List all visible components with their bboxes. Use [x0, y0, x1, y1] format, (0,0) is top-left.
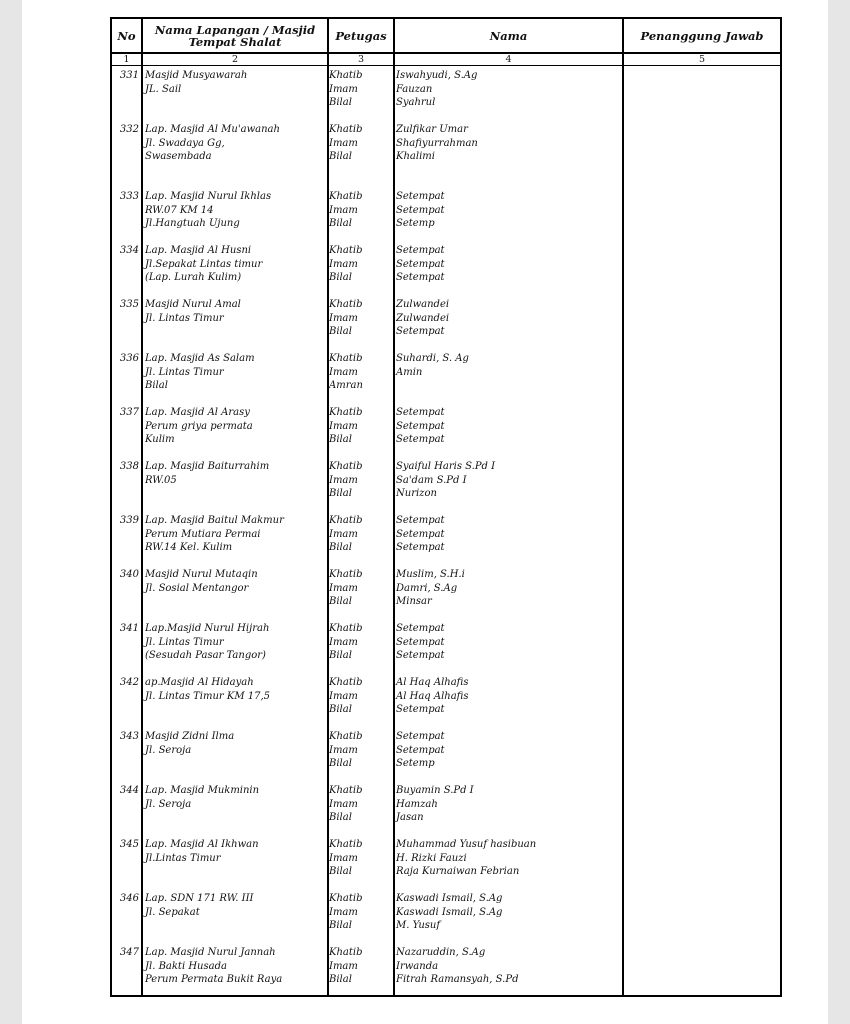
place-line: RW.07 KM 14	[145, 204, 214, 216]
role-cell	[329, 244, 389, 285]
row-number: 345	[119, 839, 139, 850]
row-number: 341	[119, 623, 139, 634]
place-line: Lap. Masjid Nurul Ikhlas	[145, 191, 272, 202]
name-line: Syaiful Haris S.Pd I	[396, 461, 496, 472]
place-line: JL. Sail	[145, 83, 182, 95]
name-line: Iswahyudi, S.Ag	[396, 70, 478, 81]
place-line: Lap. Masjid Baitul Makmur	[145, 515, 284, 526]
name-line: Setemp	[396, 218, 435, 229]
name-line: Setempat	[396, 731, 445, 742]
name-line: Setempat	[396, 407, 445, 418]
col-number: 1	[123, 54, 130, 65]
place-line: Lap. Masjid Baiturrahim	[145, 461, 270, 472]
place-line: Lap.Masjid Nurul Hijrah	[145, 623, 270, 634]
role-line: Imam	[329, 798, 358, 810]
role-line: Imam	[329, 636, 358, 648]
place-cell	[145, 676, 325, 703]
role-line: Bilal	[329, 542, 352, 553]
name-line: Setempat	[396, 528, 445, 540]
place-line: Jl. Bakti Husada	[145, 960, 227, 972]
place-line: Perum Permata Bukit Raya	[145, 974, 283, 985]
place-line: Jl. Seroja	[145, 798, 192, 810]
role-cell	[329, 298, 389, 339]
row-number: 343	[119, 731, 139, 742]
role-cell	[329, 784, 389, 825]
name-line: Setempat	[396, 204, 445, 216]
role-line: Imam	[329, 528, 358, 540]
row-number: 344	[119, 785, 139, 796]
schedule-table	[110, 17, 782, 997]
role-line: Khatib	[329, 839, 363, 850]
role-line: Khatib	[329, 677, 363, 688]
place-cell	[145, 69, 325, 96]
role-line: Bilal	[329, 97, 352, 108]
place-cell	[145, 406, 325, 447]
role-line: Imam	[329, 204, 358, 216]
role-line: Khatib	[329, 515, 363, 526]
role-line: Khatib	[329, 461, 363, 472]
place-line: Lap. Masjid As Salam	[145, 353, 255, 364]
place-line: Lap. Masjid Al Ikhwan	[145, 839, 259, 850]
name-line: Nurizon	[396, 488, 437, 499]
role-line: Bilal	[329, 812, 352, 823]
role-line: Imam	[329, 906, 358, 918]
role-line: Bilal	[329, 151, 352, 162]
place-line: Masjid Zidni Ilma	[145, 731, 235, 742]
role-line: Bilal	[329, 434, 352, 445]
name-line: Setempat	[396, 191, 445, 202]
place-line: Jl.Sepakat Lintas timur	[145, 258, 263, 270]
role-line: Bilal	[329, 326, 352, 337]
place-line: Lap. Masjid Mukminin	[145, 785, 260, 796]
role-line: Imam	[329, 366, 358, 378]
role-line: Bilal	[329, 650, 352, 661]
name-line: Raja Kurnaiwan Febrian	[396, 866, 520, 877]
role-cell	[329, 622, 389, 663]
name-cell	[396, 622, 616, 663]
col-number: 4	[505, 54, 512, 65]
role-cell	[329, 406, 389, 447]
name-line: H. Rizki Fauzi	[396, 852, 467, 864]
name-line: Setempat	[396, 258, 445, 270]
name-cell	[396, 406, 616, 447]
place-line: Jl. Lintas Timur	[145, 636, 224, 648]
row-number: 338	[119, 461, 139, 472]
place-cell	[145, 190, 325, 231]
col-number: 5	[698, 54, 706, 65]
name-cell	[396, 514, 616, 555]
role-line: Khatib	[329, 299, 363, 310]
name-line: Damri, S.Ag	[396, 582, 458, 594]
name-line: Zulwandei	[396, 299, 450, 310]
place-line: Jl. Swadaya Gg,	[145, 137, 225, 149]
role-line: Khatib	[329, 353, 363, 364]
place-line: Swasembada	[145, 151, 212, 162]
place-line: Jl.Hangtuah Ujung	[145, 218, 240, 229]
name-cell	[396, 568, 616, 609]
place-cell	[145, 460, 325, 487]
name-cell	[396, 460, 616, 501]
place-line: RW.14 Kel. Kulim	[145, 542, 233, 553]
name-line: Muhammad Yusuf hasibuan	[396, 839, 537, 850]
name-cell	[396, 123, 616, 164]
name-line: Shafiyurrahman	[396, 137, 478, 149]
row-number: 342	[119, 677, 139, 688]
role-line: Amran	[329, 380, 363, 391]
name-line: Minsar	[396, 596, 432, 607]
role-line: Imam	[329, 312, 358, 324]
place-line: Masjid Nurul Amal	[145, 299, 241, 310]
name-line: Fitrah Ramansyah, S.Pd	[396, 974, 519, 985]
place-line: Masjid Musyawarah	[145, 70, 248, 81]
name-line: Setempat	[396, 434, 445, 445]
place-line: Lap. Masjid Al Arasy	[145, 407, 250, 418]
name-line: Setempat	[396, 704, 445, 715]
role-line: Bilal	[329, 596, 352, 607]
role-line: Imam	[329, 420, 358, 432]
name-line: Setempat	[396, 542, 445, 553]
place-line: Jl. Lintas Timur KM 17,5	[145, 690, 271, 702]
name-line: Setempat	[396, 744, 445, 756]
role-cell	[329, 460, 389, 501]
name-line: Kaswadi Ismail, S.Ag	[396, 893, 503, 904]
row-number: 336	[119, 353, 139, 364]
role-line: Bilal	[329, 488, 352, 499]
role-line: Bilal	[329, 866, 352, 877]
name-line: Fauzan	[396, 83, 433, 95]
name-cell	[396, 352, 616, 393]
place-line: Jl. Lintas Timur	[145, 312, 224, 324]
name-cell	[396, 946, 616, 987]
role-cell	[329, 190, 389, 231]
place-line: Lap. Masjid Al Husni	[145, 245, 252, 256]
header-place: Nama Lapangan / Masjid Tempat Shalat	[154, 22, 316, 49]
name-line: Zulfikar Umar	[396, 124, 468, 135]
place-line: ap.Masjid Al Hidayah	[145, 677, 254, 688]
place-line: (Sesudah Pasar Tangor)	[145, 650, 266, 661]
col-divider	[141, 19, 143, 995]
place-line: Jl. Seroja	[145, 744, 192, 756]
name-line: Khalimi	[396, 151, 435, 162]
name-line: Sa'dam S.Pd I	[396, 474, 467, 486]
place-line: Bilal	[145, 380, 168, 391]
place-line: Perum Mutiara Permai	[145, 528, 261, 540]
name-cell	[396, 244, 616, 285]
header-role: Petugas	[335, 28, 387, 43]
role-line: Imam	[329, 258, 358, 270]
place-line: Perum griya permata	[145, 420, 253, 432]
role-line: Imam	[329, 852, 358, 864]
row-number: 339	[119, 515, 139, 526]
role-line: Imam	[329, 960, 358, 972]
row-number: 337	[119, 407, 139, 418]
role-cell	[329, 946, 389, 987]
name-line: Irwanda	[396, 960, 439, 972]
name-line: Muslim, S.H.i	[396, 569, 465, 580]
place-cell	[145, 123, 325, 164]
place-line: Lap. Masjid Al Mu'awanah	[145, 124, 280, 135]
name-cell	[396, 838, 616, 879]
name-line: Nazaruddin, S.Ag	[396, 947, 486, 958]
row-number: 335	[119, 299, 139, 310]
role-cell	[329, 568, 389, 609]
name-cell	[396, 298, 616, 339]
role-cell	[329, 123, 389, 164]
name-line: Setempat	[396, 636, 445, 648]
name-cell	[396, 784, 616, 825]
place-line: Jl. Sepakat	[145, 906, 200, 918]
name-line: Kaswadi Ismail, S.Ag	[396, 906, 503, 918]
place-cell	[145, 244, 325, 285]
role-line: Bilal	[329, 974, 352, 985]
role-line: Khatib	[329, 407, 363, 418]
place-line: Lap. SDN 171 RW. III	[145, 893, 254, 904]
role-line: Khatib	[329, 245, 363, 256]
place-cell	[145, 838, 325, 865]
role-line: Bilal	[329, 218, 352, 229]
name-line: Al Haq Alhafis	[396, 690, 469, 702]
name-cell	[396, 69, 616, 110]
role-line: Bilal	[329, 920, 352, 931]
place-line: (Lap. Lurah Kulim)	[145, 272, 242, 283]
place-cell	[145, 568, 325, 595]
row-number: 334	[119, 245, 139, 256]
place-line: Jl. Lintas Timur	[145, 366, 224, 378]
place-cell	[145, 352, 325, 393]
name-line: Setempat	[396, 623, 445, 634]
col-number: 2	[231, 54, 239, 65]
role-cell	[329, 676, 389, 717]
place-line: Kulim	[145, 434, 175, 445]
name-line: Zulwandei	[396, 312, 450, 324]
name-line: Setemp	[396, 758, 435, 769]
name-line: Amin	[396, 366, 423, 378]
place-line: Lap. Masjid Nurul Jannah	[145, 947, 276, 958]
role-cell	[329, 730, 389, 771]
place-cell	[145, 892, 325, 919]
name-line	[396, 379, 616, 393]
document-page	[22, 0, 828, 1024]
place-cell	[145, 784, 325, 811]
name-line: Suhardi, S. Ag	[396, 353, 469, 364]
role-line: Imam	[329, 474, 358, 486]
role-cell	[329, 352, 389, 393]
name-line: Setempat	[396, 272, 445, 283]
role-line: Khatib	[329, 569, 363, 580]
row-number: 347	[119, 947, 139, 958]
name-line: Setempat	[396, 420, 445, 432]
role-line: Imam	[329, 83, 358, 95]
name-line: M. Yusuf	[396, 920, 441, 931]
role-line: Imam	[329, 582, 358, 594]
place-line: Jl. Sosial Mentangor	[145, 582, 249, 594]
name-cell	[396, 190, 616, 231]
place-cell	[145, 622, 325, 663]
role-line: Imam	[329, 744, 358, 756]
place-line: RW.05	[145, 474, 177, 486]
place-cell	[145, 730, 325, 757]
role-line: Imam	[329, 137, 358, 149]
header-responsible: Penanggung Jawab	[640, 28, 764, 43]
row-number: 346	[119, 893, 139, 904]
name-line: Setempat	[396, 515, 445, 526]
name-cell	[396, 676, 616, 717]
role-line: Khatib	[329, 947, 363, 958]
role-line: Khatib	[329, 785, 363, 796]
place-line: Masjid Nurul Mutaqin	[145, 569, 258, 580]
header-no: No	[117, 28, 136, 43]
row-number: 331	[119, 70, 139, 81]
role-line: Bilal	[329, 758, 352, 769]
col-divider	[393, 19, 395, 995]
name-line: Jasan	[396, 812, 424, 823]
name-line: Setempat	[396, 650, 445, 661]
name-line: Buyamin S.Pd I	[396, 785, 474, 796]
place-cell	[145, 298, 325, 325]
role-line: Khatib	[329, 124, 363, 135]
role-line: Khatib	[329, 731, 363, 742]
role-cell	[329, 514, 389, 555]
place-cell	[145, 946, 325, 987]
name-cell	[396, 730, 616, 771]
name-cell	[396, 892, 616, 933]
header-name: Nama	[489, 28, 528, 43]
role-line: Khatib	[329, 191, 363, 202]
role-line: Khatib	[329, 893, 363, 904]
place-line: Jl.Lintas Timur	[145, 852, 221, 864]
col-divider	[622, 19, 624, 995]
name-line: Setempat	[396, 326, 445, 337]
role-line: Imam	[329, 690, 358, 702]
name-line: Hamzah	[396, 798, 438, 810]
role-line: Khatib	[329, 623, 363, 634]
role-line: Bilal	[329, 704, 352, 715]
col-number: 3	[357, 54, 365, 65]
name-line: Syahrul	[396, 97, 436, 108]
name-line: Setempat	[396, 245, 445, 256]
place-cell	[145, 514, 325, 555]
role-line: Bilal	[329, 272, 352, 283]
role-line: Khatib	[329, 70, 363, 81]
role-cell	[329, 69, 389, 110]
role-cell	[329, 838, 389, 879]
name-line: Al Haq Alhafis	[396, 677, 469, 688]
row-number: 340	[119, 569, 139, 580]
row-number: 332	[119, 124, 139, 135]
row-number: 333	[119, 191, 139, 202]
role-cell	[329, 892, 389, 933]
